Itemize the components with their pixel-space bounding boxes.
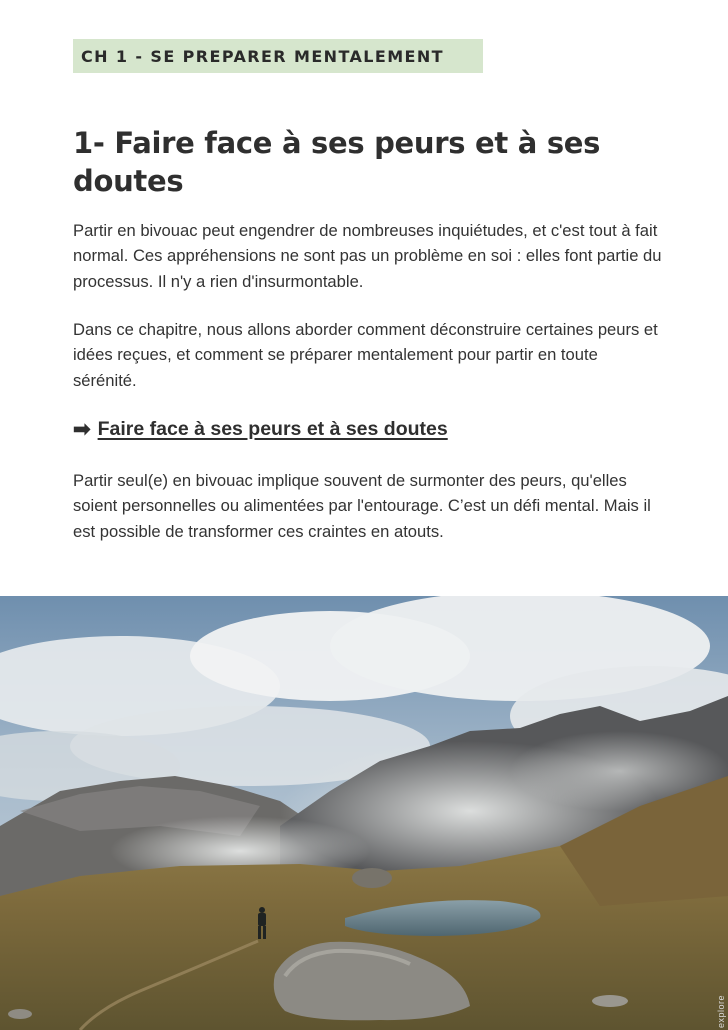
chapter-label: CH 1 - SE PREPARER MENTALEMENT [81,46,444,66]
section-heading [73,417,448,442]
section-heading-text: Faire face à ses peurs et à ses doutes [97,418,448,440]
chapter-tag [73,39,483,73]
section-paragraph: Partir seul(e) en bivouac implique souvent de surmonter des peurs, qu'elles soient personnelles ou alimentées par l'entourage. C’est un défi mental. Mais il est possible de transformer ces craintes en atouts. [73,471,651,541]
intro-paragraph: Partir en bivouac peut engendrer de nombreuses inquiétudes, et c'est tout à fait normal. Ces appréhensions ne sont pas un problème en soi : elles font partie du processus. Il n'y a rien d'insurmontable. [73,221,662,291]
right-arrow-icon: ➡ [73,418,91,441]
page-title: 1- Faire face à ses peurs et à ses doutes [73,126,601,198]
mountain-lake-photo [0,596,728,1030]
photo-credit: explore [716,994,726,1028]
chapter-overview-paragraph: Dans ce chapitre, nous allons aborder comment déconstruire certaines peurs et idées reçues, et comment se préparer mentalement pour partir en toute sérénité. [73,320,658,390]
